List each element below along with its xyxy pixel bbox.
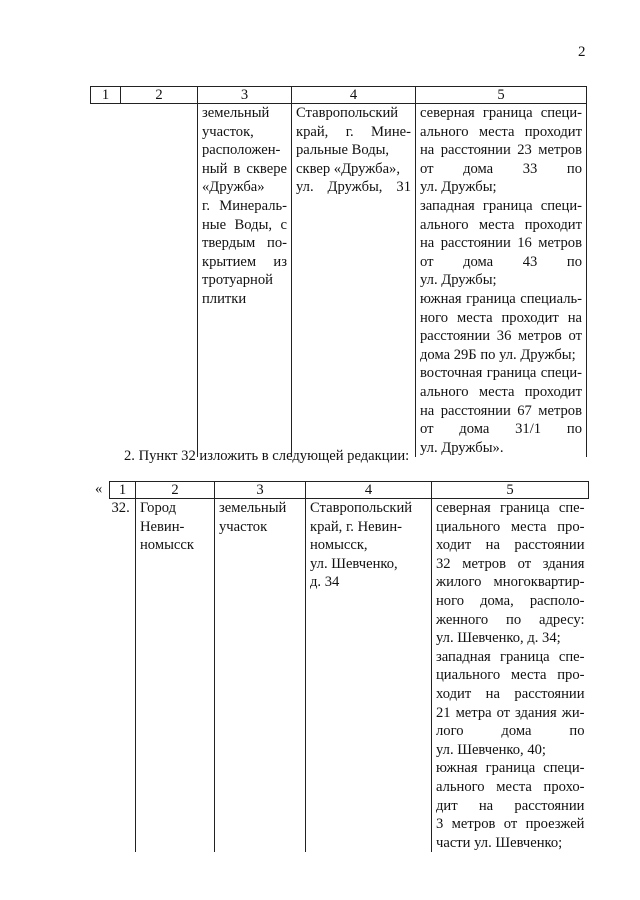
cell-city [136, 499, 215, 853]
cell-line: от дома 43 по [420, 253, 582, 270]
cell-line: край, г. Мине- [296, 123, 411, 140]
cell-line: ального места проходит [420, 216, 582, 233]
cell-line: на расстоянии 67 метров [420, 402, 582, 419]
cell-line: ального места проходит [420, 123, 582, 140]
cell-address [306, 499, 432, 853]
cell-line: западная граница спе- [436, 648, 585, 665]
cell-line: Ставропольский [296, 105, 399, 121]
cell-line: твердым по- [202, 235, 287, 252]
cell-object-type [198, 104, 292, 458]
cell-line: дома 29Б по ул. Дружбы; [420, 346, 576, 363]
table-header-row [110, 482, 589, 499]
cell-line: от дома 33 по [420, 160, 582, 177]
cell-line: крытием из [202, 253, 287, 270]
cell-line: край, г. Невин- [310, 518, 402, 535]
instruction-text: 2. Пункт 32 изложить в следующей редакции: [124, 448, 410, 464]
cell-line: ходит на расстоянии [436, 537, 585, 554]
cell-line: ул. Шевченко, 40; [436, 741, 546, 758]
cell-line: ального места проходит [420, 383, 582, 400]
cell-line: расстоянии 36 метров от [420, 328, 582, 345]
header-cell: 5 [416, 87, 587, 104]
cell-line: участок, [202, 123, 254, 140]
cell-line: расположен- [202, 142, 281, 159]
cell-line: северная граница спе- [436, 500, 585, 516]
cell-line: тротуарной [202, 272, 273, 289]
cell-line: Невин- [140, 518, 185, 535]
cell-line: ул. Дружбы; [420, 272, 497, 289]
header-cell: 1 [110, 482, 136, 499]
header-cell: 3 [215, 482, 306, 499]
cell-line: г. Минераль- [202, 197, 287, 214]
cell-line: д. 34 [310, 574, 340, 591]
cell-line: земельный [219, 500, 287, 516]
cell-line: Ставропольский [310, 500, 413, 516]
cell-line: ральные Воды, [296, 142, 390, 159]
header-cell: 2 [121, 87, 198, 104]
cell-boundaries [416, 104, 587, 458]
cell-line: на расстоянии 16 метров [420, 235, 582, 252]
header-cell: 4 [306, 482, 432, 499]
header-cell: 3 [198, 87, 292, 104]
cell-line: «Дружба» [202, 179, 265, 196]
cell-line: сквер «Дружба», [296, 160, 400, 177]
cell-line: земельный [202, 105, 270, 121]
cell-line: ул. Дружбы, 31 [296, 179, 411, 196]
cell-line: циального места про- [436, 518, 585, 535]
table-row [91, 104, 587, 458]
opening-quote: « [95, 481, 103, 497]
cell-line: 3 метров от проезжей [436, 816, 585, 833]
cell-line: женного по адресу: [436, 611, 585, 628]
table-item-32 [109, 481, 589, 852]
table-continued [90, 86, 587, 457]
table-header-row [91, 87, 587, 104]
cell-col1 [91, 104, 121, 458]
cell-line: ного дома, располо- [436, 592, 585, 609]
cell-line: номысск, [310, 537, 368, 554]
cell-line: на расстоянии 23 метров [420, 142, 582, 159]
cell-line: ул. Шевченко, [310, 555, 398, 572]
cell-line: ные Воды, с [202, 216, 287, 233]
cell-boundaries [432, 499, 589, 853]
cell-line: ного места проходит на [420, 309, 582, 326]
cell-address [292, 104, 416, 458]
cell-line: ул. Дружбы». [420, 439, 504, 456]
header-cell: 2 [136, 482, 215, 499]
cell-line: ходит на расстоянии [436, 685, 585, 702]
cell-line: северная граница специ- [420, 105, 582, 121]
header-cell: 4 [292, 87, 416, 104]
cell-line: южная граница специ- [436, 760, 585, 777]
cell-line: жилого многоквартир- [436, 574, 585, 591]
cell-number: 32. [110, 499, 136, 853]
header-cell: 5 [432, 482, 589, 499]
page-number: 2 [578, 44, 586, 60]
cell-line: от дома 31/1 по [420, 421, 582, 438]
cell-line: дит на расстоянии [436, 797, 585, 814]
cell-line: западная граница специ- [420, 197, 582, 214]
cell-line: ул. Шевченко, д. 34; [436, 630, 561, 647]
cell-line: южная граница специаль- [420, 290, 582, 307]
cell-line: 21 метра от здания жи- [436, 704, 585, 721]
cell-line: 32 метров от здания [436, 555, 585, 572]
cell-line: плитки [202, 290, 247, 307]
cell-line: ального места прохо- [436, 778, 585, 795]
cell-col2 [121, 104, 198, 458]
cell-line: номысск [140, 537, 194, 554]
table-row [110, 499, 589, 853]
cell-line: лого дома по [436, 723, 585, 740]
cell-line: части ул. Шевченко; [436, 834, 563, 851]
cell-object-type [215, 499, 306, 853]
header-cell: 1 [91, 87, 121, 104]
cell-line: восточная граница специ- [420, 365, 582, 382]
cell-line: циального места про- [436, 667, 585, 684]
cell-line: Город [140, 500, 177, 516]
cell-line: участок [219, 518, 268, 535]
cell-line: ул. Дружбы; [420, 179, 497, 196]
cell-line: ный в сквере [202, 160, 287, 177]
